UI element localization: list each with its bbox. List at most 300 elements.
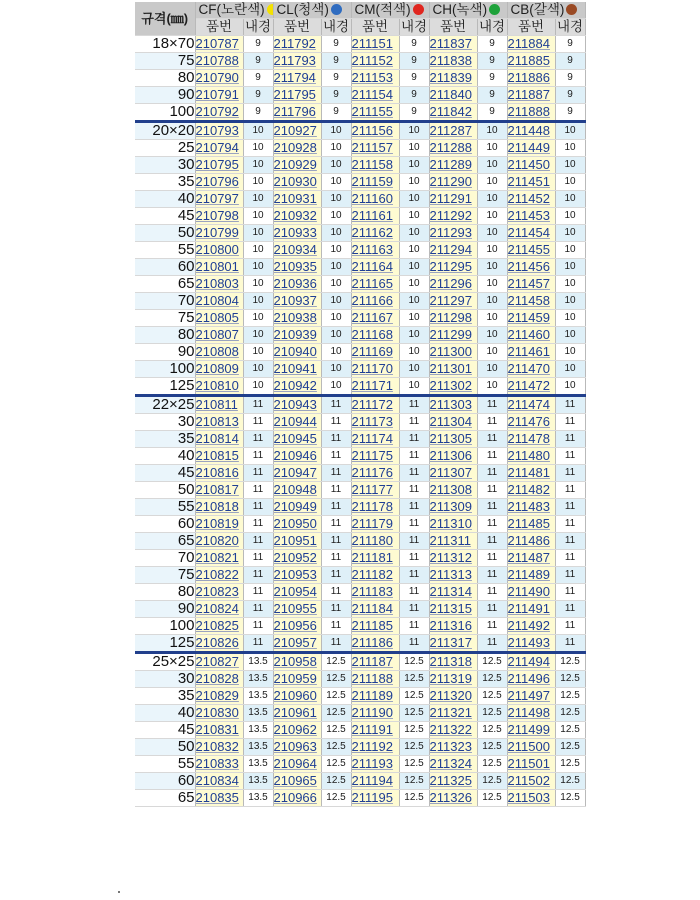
- part-number-link[interactable]: 211191: [351, 722, 399, 739]
- part-number-link[interactable]: 211157: [351, 140, 399, 157]
- inner-diameter-cell: 10: [243, 259, 273, 276]
- inner-diameter-cell: 12.5: [399, 739, 429, 756]
- part-number-link[interactable]: 211458: [507, 293, 555, 310]
- part-number-link[interactable]: 211288: [429, 140, 477, 157]
- part-number-link[interactable]: 211184: [351, 601, 399, 618]
- part-number-link[interactable]: 210807: [195, 327, 243, 344]
- part-number-link[interactable]: 211502: [507, 773, 555, 790]
- inner-diameter-cell: 11: [399, 550, 429, 567]
- part-number-link[interactable]: 211485: [507, 516, 555, 533]
- part-number-link[interactable]: 210930: [273, 174, 321, 191]
- part-number-link[interactable]: 211455: [507, 242, 555, 259]
- part-number-link[interactable]: 211195: [351, 790, 399, 807]
- inner-diameter-cell: 10: [399, 225, 429, 242]
- part-number-link[interactable]: 210814: [195, 431, 243, 448]
- part-number-link[interactable]: 210798: [195, 208, 243, 225]
- inner-diameter-cell: 10: [477, 344, 507, 361]
- part-number-link[interactable]: 210787: [195, 36, 243, 53]
- part-number-link[interactable]: 211155: [351, 104, 399, 122]
- inner-diameter-cell: 9: [321, 70, 351, 87]
- inner-diameter-cell: 11: [399, 601, 429, 618]
- part-number-link[interactable]: 210954: [273, 584, 321, 601]
- part-number-link[interactable]: 211480: [507, 448, 555, 465]
- table-row: [135, 790, 585, 807]
- inner-diameter-cell: 10: [399, 174, 429, 191]
- part-number-link[interactable]: 211297: [429, 293, 477, 310]
- part-number-link[interactable]: 211174: [351, 431, 399, 448]
- part-number-link[interactable]: 211180: [351, 533, 399, 550]
- part-number-link[interactable]: 210951: [273, 533, 321, 550]
- size-cell: 22×25: [135, 396, 195, 414]
- part-number-link[interactable]: 210961: [273, 705, 321, 722]
- inner-diameter-cell: 9: [399, 104, 429, 122]
- part-number-link[interactable]: 211292: [429, 208, 477, 225]
- inner-diameter-cell: 10: [321, 344, 351, 361]
- inner-diameter-cell: 12.5: [555, 671, 585, 688]
- part-number-link[interactable]: 211796: [273, 104, 321, 122]
- part-number-link[interactable]: 211837: [429, 36, 477, 53]
- part-number-link[interactable]: 211301: [429, 361, 477, 378]
- part-number-link[interactable]: 210835: [195, 790, 243, 807]
- part-number-link[interactable]: 211299: [429, 327, 477, 344]
- part-number-link[interactable]: 210819: [195, 516, 243, 533]
- part-number-link[interactable]: 210809: [195, 361, 243, 378]
- part-number-link[interactable]: 210929: [273, 157, 321, 174]
- inner-diameter-cell: 11: [243, 482, 273, 499]
- part-number-link[interactable]: 210805: [195, 310, 243, 327]
- part-number-link[interactable]: 211190: [351, 705, 399, 722]
- part-number-link[interactable]: 211188: [351, 671, 399, 688]
- size-cell: 35: [135, 431, 195, 448]
- inner-diameter-cell: 11: [321, 499, 351, 516]
- part-number-link[interactable]: 210804: [195, 293, 243, 310]
- part-number-link[interactable]: 210966: [273, 790, 321, 807]
- part-number-link[interactable]: 211309: [429, 499, 477, 516]
- part-number-link[interactable]: 211449: [507, 140, 555, 157]
- part-number-link[interactable]: 211886: [507, 70, 555, 87]
- inner-diameter-cell: 12.5: [555, 722, 585, 739]
- part-number-link[interactable]: 211887: [507, 87, 555, 104]
- part-number-link[interactable]: 210939: [273, 327, 321, 344]
- part-number-link[interactable]: 210826: [195, 635, 243, 653]
- part-number-link[interactable]: 211454: [507, 225, 555, 242]
- part-number-link[interactable]: 211487: [507, 550, 555, 567]
- part-number-link[interactable]: 210948: [273, 482, 321, 499]
- part-number-link[interactable]: 211461: [507, 344, 555, 361]
- part-number-link[interactable]: 210927: [273, 122, 321, 140]
- part-number-link[interactable]: 211481: [507, 465, 555, 482]
- part-number-link[interactable]: 211182: [351, 567, 399, 584]
- part-number-link[interactable]: 210938: [273, 310, 321, 327]
- part-number-link[interactable]: 211500: [507, 739, 555, 756]
- part-number-link[interactable]: 210933: [273, 225, 321, 242]
- inner-diameter-cell: 12.5: [555, 773, 585, 790]
- series-name: CM(적색): [354, 2, 411, 17]
- part-number-link[interactable]: 211164: [351, 259, 399, 276]
- part-number-link[interactable]: 210946: [273, 448, 321, 465]
- inner-diameter-cell: 10: [243, 225, 273, 242]
- part-number-link[interactable]: 211470: [507, 361, 555, 378]
- part-number-link[interactable]: 210947: [273, 465, 321, 482]
- part-number-link[interactable]: 211482: [507, 482, 555, 499]
- part-number-link[interactable]: 211163: [351, 242, 399, 259]
- part-number-link[interactable]: 211474: [507, 396, 555, 414]
- part-number-link[interactable]: 211491: [507, 601, 555, 618]
- part-number-link[interactable]: 211159: [351, 174, 399, 191]
- inner-diameter-cell: 11: [321, 550, 351, 567]
- part-number-link[interactable]: 211459: [507, 310, 555, 327]
- inner-diameter-cell: 11: [243, 635, 273, 653]
- inner-diameter-cell: 11: [477, 584, 507, 601]
- part-number-link[interactable]: 211307: [429, 465, 477, 482]
- part-number-link[interactable]: 211179: [351, 516, 399, 533]
- part-number-link[interactable]: 210792: [195, 104, 243, 122]
- part-number-link[interactable]: 211317: [429, 635, 477, 653]
- part-number-link[interactable]: 210958: [273, 653, 321, 671]
- part-number-link[interactable]: 211305: [429, 431, 477, 448]
- inner-diameter-cell: 11: [399, 431, 429, 448]
- part-number-link[interactable]: 211321: [429, 705, 477, 722]
- part-number-link[interactable]: 210962: [273, 722, 321, 739]
- part-number-link[interactable]: 211840: [429, 87, 477, 104]
- part-number-link[interactable]: 210945: [273, 431, 321, 448]
- size-cell: 55: [135, 242, 195, 259]
- part-number-link[interactable]: 211884: [507, 36, 555, 53]
- part-number-link[interactable]: 211795: [273, 87, 321, 104]
- part-number-link[interactable]: 211172: [351, 396, 399, 414]
- table-row: [135, 431, 585, 448]
- inner-diameter-cell: 11: [555, 499, 585, 516]
- part-number-link[interactable]: 211177: [351, 482, 399, 499]
- part-number-link[interactable]: 211839: [429, 70, 477, 87]
- part-number-link[interactable]: 211173: [351, 414, 399, 431]
- part-number-link[interactable]: 211453: [507, 208, 555, 225]
- part-number-link[interactable]: 211312: [429, 550, 477, 567]
- part-number-link[interactable]: 211316: [429, 618, 477, 635]
- part-number-link[interactable]: 211497: [507, 688, 555, 705]
- inner-diameter-cell: 10: [555, 344, 585, 361]
- part-number-link[interactable]: 211176: [351, 465, 399, 482]
- part-number-link[interactable]: 210932: [273, 208, 321, 225]
- part-number-link[interactable]: 210952: [273, 550, 321, 567]
- table-row: [135, 378, 585, 396]
- part-number-link[interactable]: 211501: [507, 756, 555, 773]
- part-number-link[interactable]: 210942: [273, 378, 321, 396]
- part-number-link[interactable]: 210797: [195, 191, 243, 208]
- part-number-link[interactable]: 211451: [507, 174, 555, 191]
- part-number-link[interactable]: 211320: [429, 688, 477, 705]
- part-number-link[interactable]: 211187: [351, 653, 399, 671]
- part-number-link[interactable]: 211456: [507, 259, 555, 276]
- part-number-link[interactable]: 211291: [429, 191, 477, 208]
- part-number-link[interactable]: 210953: [273, 567, 321, 584]
- table-row: [135, 773, 585, 790]
- part-number-link[interactable]: 211152: [351, 53, 399, 70]
- part-number-link[interactable]: 211192: [351, 739, 399, 756]
- inner-diameter-cell: 12.5: [399, 688, 429, 705]
- inner-diameter-cell: 12.5: [321, 688, 351, 705]
- inner-diameter-cell: 10: [477, 225, 507, 242]
- part-number-link[interactable]: 210957: [273, 635, 321, 653]
- part-number-link[interactable]: 211322: [429, 722, 477, 739]
- part-number-link[interactable]: 211793: [273, 53, 321, 70]
- part-number-link[interactable]: 210823: [195, 584, 243, 601]
- part-number-link[interactable]: 210801: [195, 259, 243, 276]
- part-number-link[interactable]: 211503: [507, 790, 555, 807]
- part-number-link[interactable]: 210794: [195, 140, 243, 157]
- part-number-link[interactable]: 210955: [273, 601, 321, 618]
- part-number-link[interactable]: 210796: [195, 174, 243, 191]
- part-number-link[interactable]: 211842: [429, 104, 477, 122]
- part-number-link[interactable]: 211170: [351, 361, 399, 378]
- inner-diameter-cell: 12.5: [399, 653, 429, 671]
- spec-table: [135, 2, 586, 807]
- part-number-link[interactable]: 211300: [429, 344, 477, 361]
- inner-diameter-cell: 12.5: [477, 653, 507, 671]
- part-number-link[interactable]: 211289: [429, 157, 477, 174]
- part-number-link[interactable]: 211838: [429, 53, 477, 70]
- part-number-link[interactable]: 211472: [507, 378, 555, 396]
- page-mark: [118, 891, 120, 893]
- part-number-link[interactable]: 211295: [429, 259, 477, 276]
- part-number-link[interactable]: 211457: [507, 276, 555, 293]
- inner-diameter-cell: 9: [555, 104, 585, 122]
- inner-diameter-cell: 12.5: [555, 739, 585, 756]
- part-number-link[interactable]: 211311: [429, 533, 477, 550]
- part-number-link[interactable]: 211489: [507, 567, 555, 584]
- part-number-link[interactable]: 211450: [507, 157, 555, 174]
- part-number-link[interactable]: 211185: [351, 618, 399, 635]
- part-number-link[interactable]: 210950: [273, 516, 321, 533]
- part-number-link[interactable]: 210820: [195, 533, 243, 550]
- size-cell: 60: [135, 259, 195, 276]
- size-cell: 50: [135, 225, 195, 242]
- part-no-header: 품번: [195, 19, 243, 36]
- part-number-link[interactable]: 210937: [273, 293, 321, 310]
- part-number-link[interactable]: 210963: [273, 739, 321, 756]
- part-number-link[interactable]: 210956: [273, 618, 321, 635]
- part-number-link[interactable]: 210790: [195, 70, 243, 87]
- part-number-link[interactable]: 210808: [195, 344, 243, 361]
- inner-diameter-cell: 11: [399, 482, 429, 499]
- part-number-link[interactable]: 210965: [273, 773, 321, 790]
- part-number-link[interactable]: 211171: [351, 378, 399, 396]
- part-number-link[interactable]: 211490: [507, 584, 555, 601]
- part-number-link[interactable]: 211178: [351, 499, 399, 516]
- part-number-link[interactable]: 211194: [351, 773, 399, 790]
- part-number-link[interactable]: 210829: [195, 688, 243, 705]
- part-number-link[interactable]: 211493: [507, 635, 555, 653]
- part-number-link[interactable]: 211478: [507, 431, 555, 448]
- part-number-link[interactable]: 211183: [351, 584, 399, 601]
- table-row: [135, 739, 585, 756]
- part-number-link[interactable]: 211794: [273, 70, 321, 87]
- part-number-link[interactable]: 210813: [195, 414, 243, 431]
- part-number-link[interactable]: 211156: [351, 122, 399, 140]
- part-number-link[interactable]: 210941: [273, 361, 321, 378]
- inner-diameter-cell: 12.5: [399, 722, 429, 739]
- inner-diameter-cell: 9: [477, 53, 507, 70]
- part-number-link[interactable]: 210821: [195, 550, 243, 567]
- inner-diameter-cell: 13.5: [243, 705, 273, 722]
- part-number-link[interactable]: 211287: [429, 122, 477, 140]
- inner-diameter-cell: 12.5: [321, 722, 351, 739]
- part-number-link[interactable]: 211460: [507, 327, 555, 344]
- part-number-link[interactable]: 210824: [195, 601, 243, 618]
- part-number-link[interactable]: 210940: [273, 344, 321, 361]
- inner-dia-header: 내경: [400, 19, 428, 34]
- part-number-link[interactable]: 210827: [195, 653, 243, 671]
- inner-diameter-cell: 10: [477, 259, 507, 276]
- part-number-link[interactable]: 211165: [351, 276, 399, 293]
- part-number-link[interactable]: 211313: [429, 567, 477, 584]
- part-number-link[interactable]: 211193: [351, 756, 399, 773]
- part-number-link[interactable]: 211499: [507, 722, 555, 739]
- part-number-link[interactable]: 211448: [507, 122, 555, 140]
- inner-diameter-cell: 10: [321, 310, 351, 327]
- part-number-link[interactable]: 210949: [273, 499, 321, 516]
- part-number-link[interactable]: 211294: [429, 242, 477, 259]
- part-number-link[interactable]: 210816: [195, 465, 243, 482]
- inner-diameter-cell: 12.5: [477, 790, 507, 807]
- inner-diameter-cell: 10: [477, 157, 507, 174]
- table-row: [135, 584, 585, 601]
- inner-diameter-cell: 10: [477, 208, 507, 225]
- part-number-link[interactable]: 210943: [273, 396, 321, 414]
- inner-diameter-cell: 10: [321, 174, 351, 191]
- part-number-link[interactable]: 211310: [429, 516, 477, 533]
- part-number-link[interactable]: 211302: [429, 378, 477, 396]
- part-number-link[interactable]: 211496: [507, 671, 555, 688]
- part-number-link[interactable]: 211494: [507, 653, 555, 671]
- part-number-link[interactable]: 211296: [429, 276, 477, 293]
- part-number-link[interactable]: 211885: [507, 53, 555, 70]
- table-row: [135, 618, 585, 635]
- part-number-link[interactable]: 210944: [273, 414, 321, 431]
- part-number-link[interactable]: 211326: [429, 790, 477, 807]
- part-number-link[interactable]: 211151: [351, 36, 399, 53]
- part-number-link[interactable]: 211189: [351, 688, 399, 705]
- part-number-link[interactable]: 211486: [507, 533, 555, 550]
- part-number-link[interactable]: 210818: [195, 499, 243, 516]
- part-number-link[interactable]: 211318: [429, 653, 477, 671]
- part-number-link[interactable]: 211498: [507, 705, 555, 722]
- part-number-link[interactable]: 211452: [507, 191, 555, 208]
- part-number-link[interactable]: 211323: [429, 739, 477, 756]
- part-number-link[interactable]: 210834: [195, 773, 243, 790]
- part-number-link[interactable]: 211314: [429, 584, 477, 601]
- part-number-link[interactable]: 210788: [195, 53, 243, 70]
- inner-diameter-cell: 10: [243, 361, 273, 378]
- part-number-link[interactable]: 211483: [507, 499, 555, 516]
- part-number-link[interactable]: 210936: [273, 276, 321, 293]
- inner-diameter-cell: 10: [477, 361, 507, 378]
- part-number-link[interactable]: 211175: [351, 448, 399, 465]
- part-number-link[interactable]: 211169: [351, 344, 399, 361]
- inner-diameter-cell: 11: [399, 448, 429, 465]
- part-number-link[interactable]: 210799: [195, 225, 243, 242]
- part-number-link[interactable]: 210960: [273, 688, 321, 705]
- inner-diameter-cell: 10: [399, 310, 429, 327]
- inner-diameter-cell: 12.5: [321, 671, 351, 688]
- inner-diameter-cell: 12.5: [555, 653, 585, 671]
- inner-diameter-cell: 10: [399, 157, 429, 174]
- part-number-link[interactable]: 210934: [273, 242, 321, 259]
- part-number-link[interactable]: 211153: [351, 70, 399, 87]
- part-number-link[interactable]: 211476: [507, 414, 555, 431]
- size-cell: 80: [135, 70, 195, 87]
- part-number-link[interactable]: 210964: [273, 756, 321, 773]
- part-number-link[interactable]: 210832: [195, 739, 243, 756]
- part-number-link[interactable]: 210959: [273, 671, 321, 688]
- part-number-link[interactable]: 211158: [351, 157, 399, 174]
- part-number-link[interactable]: 211325: [429, 773, 477, 790]
- part-number-link[interactable]: 210795: [195, 157, 243, 174]
- part-number-link[interactable]: 211162: [351, 225, 399, 242]
- part-number-link[interactable]: 211888: [507, 104, 555, 122]
- part-number-link[interactable]: 211160: [351, 191, 399, 208]
- part-number-link[interactable]: 210822: [195, 567, 243, 584]
- part-number-link[interactable]: 211319: [429, 671, 477, 688]
- part-number-link[interactable]: 211290: [429, 174, 477, 191]
- part-number-link[interactable]: 210793: [195, 122, 243, 140]
- part-number-link[interactable]: 210928: [273, 140, 321, 157]
- part-number-link[interactable]: 211324: [429, 756, 477, 773]
- part-number-link[interactable]: 210811: [195, 396, 243, 414]
- part-number-link[interactable]: 210815: [195, 448, 243, 465]
- inner-diameter-cell: 11: [321, 482, 351, 499]
- size-cell: 55: [135, 756, 195, 773]
- part-number-link[interactable]: 211303: [429, 396, 477, 414]
- table-row: [135, 722, 585, 739]
- inner-diameter-cell: 11: [321, 414, 351, 431]
- part-number-link[interactable]: 211167: [351, 310, 399, 327]
- part-number-link[interactable]: 210830: [195, 705, 243, 722]
- part-number-link[interactable]: 211293: [429, 225, 477, 242]
- part-number-link[interactable]: 210931: [273, 191, 321, 208]
- part-number-link[interactable]: 211304: [429, 414, 477, 431]
- part-number-link[interactable]: 210828: [195, 671, 243, 688]
- inner-diameter-cell: 11: [321, 516, 351, 533]
- inner-diameter-cell: 11: [555, 533, 585, 550]
- inner-diameter-cell: 10: [243, 344, 273, 361]
- part-number-link[interactable]: 211161: [351, 208, 399, 225]
- part-number-link[interactable]: 211308: [429, 482, 477, 499]
- part-number-link[interactable]: 211166: [351, 293, 399, 310]
- part-number-link[interactable]: 211154: [351, 87, 399, 104]
- part-number-link[interactable]: 211792: [273, 36, 321, 53]
- part-number-link[interactable]: 211315: [429, 601, 477, 618]
- part-number-link[interactable]: 211298: [429, 310, 477, 327]
- inner-diameter-cell: 10: [477, 327, 507, 344]
- part-number-link[interactable]: 211306: [429, 448, 477, 465]
- part-number-link[interactable]: 210833: [195, 756, 243, 773]
- part-number-link[interactable]: 211168: [351, 327, 399, 344]
- part-number-link[interactable]: 211492: [507, 618, 555, 635]
- part-number-link[interactable]: 210810: [195, 378, 243, 396]
- part-number-link[interactable]: 211186: [351, 635, 399, 653]
- part-number-link[interactable]: 210825: [195, 618, 243, 635]
- part-number-link[interactable]: 210800: [195, 242, 243, 259]
- part-number-link[interactable]: 210817: [195, 482, 243, 499]
- part-number-link[interactable]: 211181: [351, 550, 399, 567]
- part-number-link[interactable]: 210791: [195, 87, 243, 104]
- part-number-link[interactable]: 210935: [273, 259, 321, 276]
- part-number-link[interactable]: 210831: [195, 722, 243, 739]
- table-row: [135, 344, 585, 361]
- part-number-link[interactable]: 210803: [195, 276, 243, 293]
- inner-diameter-cell: 12.5: [477, 739, 507, 756]
